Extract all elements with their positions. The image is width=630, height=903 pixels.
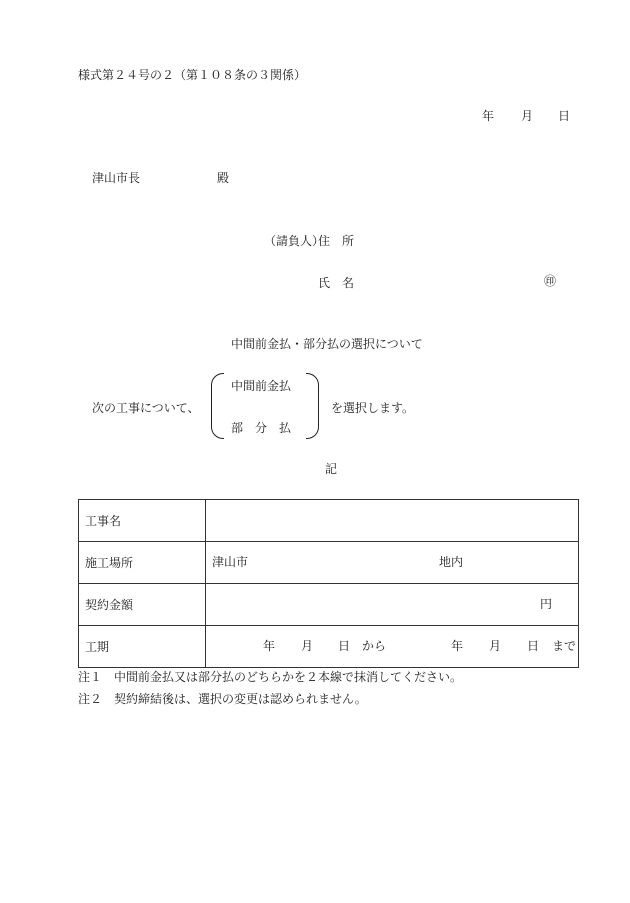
site-city: 津山市 — [212, 555, 249, 569]
form-number: 様式第２４号の２（第１０８条の３関係） — [78, 68, 307, 82]
address-label: 住 所 — [318, 234, 355, 248]
end-month: 月 — [489, 639, 502, 653]
until-label: まで — [552, 639, 577, 653]
addressee-name: 津山市長 — [92, 171, 141, 185]
date-year-label: 年 — [482, 109, 495, 123]
table-row — [79, 626, 579, 668]
start-day: 日 — [338, 639, 351, 653]
name-label: 氏 名 — [318, 276, 355, 290]
addressee-honorific: 殿 — [217, 171, 230, 185]
contract-amount-field — [206, 584, 579, 626]
contract-amount-label: 契約金額 — [79, 584, 206, 626]
period-label: 工期 — [79, 626, 206, 668]
end-day: 日 — [527, 639, 540, 653]
right-bracket — [306, 373, 319, 439]
site-field — [206, 542, 579, 584]
table-row — [79, 500, 579, 542]
selection-suffix: を選択します。 — [331, 401, 415, 415]
details-table — [78, 499, 579, 668]
from-label: から — [362, 639, 387, 653]
start-year: 年 — [263, 639, 276, 653]
construction-name-field — [206, 500, 579, 542]
ki-heading: 記 — [325, 462, 338, 476]
construction-name-label: 工事名 — [79, 500, 206, 542]
table-row — [79, 584, 579, 626]
yen-unit: 円 — [540, 597, 553, 611]
site-area-suffix: 地内 — [439, 555, 464, 569]
period-field — [206, 626, 579, 668]
selection-prefix: 次の工事について、 — [92, 401, 200, 415]
table-row — [79, 542, 579, 584]
left-bracket — [211, 373, 224, 439]
contractor-role: （請負人） — [264, 234, 325, 248]
note-1: 注１ 中間前金払又は部分払のどちらかを２本線で抹消してください。 — [78, 670, 463, 684]
date-day-label: 日 — [558, 109, 571, 123]
note-2: 注２ 契約締結後は、選択の変更は認められません。 — [78, 692, 367, 706]
end-year: 年 — [451, 639, 464, 653]
option-interim-advance: 中間前金払 — [231, 379, 292, 393]
option-partial-payment: 部 分 払 — [231, 421, 292, 435]
document-subject: 中間前金払・部分払の選択について — [231, 337, 423, 351]
site-label: 施工場所 — [79, 542, 206, 584]
date-month-label: 月 — [521, 109, 534, 123]
seal-mark: ㊞ — [544, 274, 557, 288]
start-month: 月 — [301, 639, 314, 653]
